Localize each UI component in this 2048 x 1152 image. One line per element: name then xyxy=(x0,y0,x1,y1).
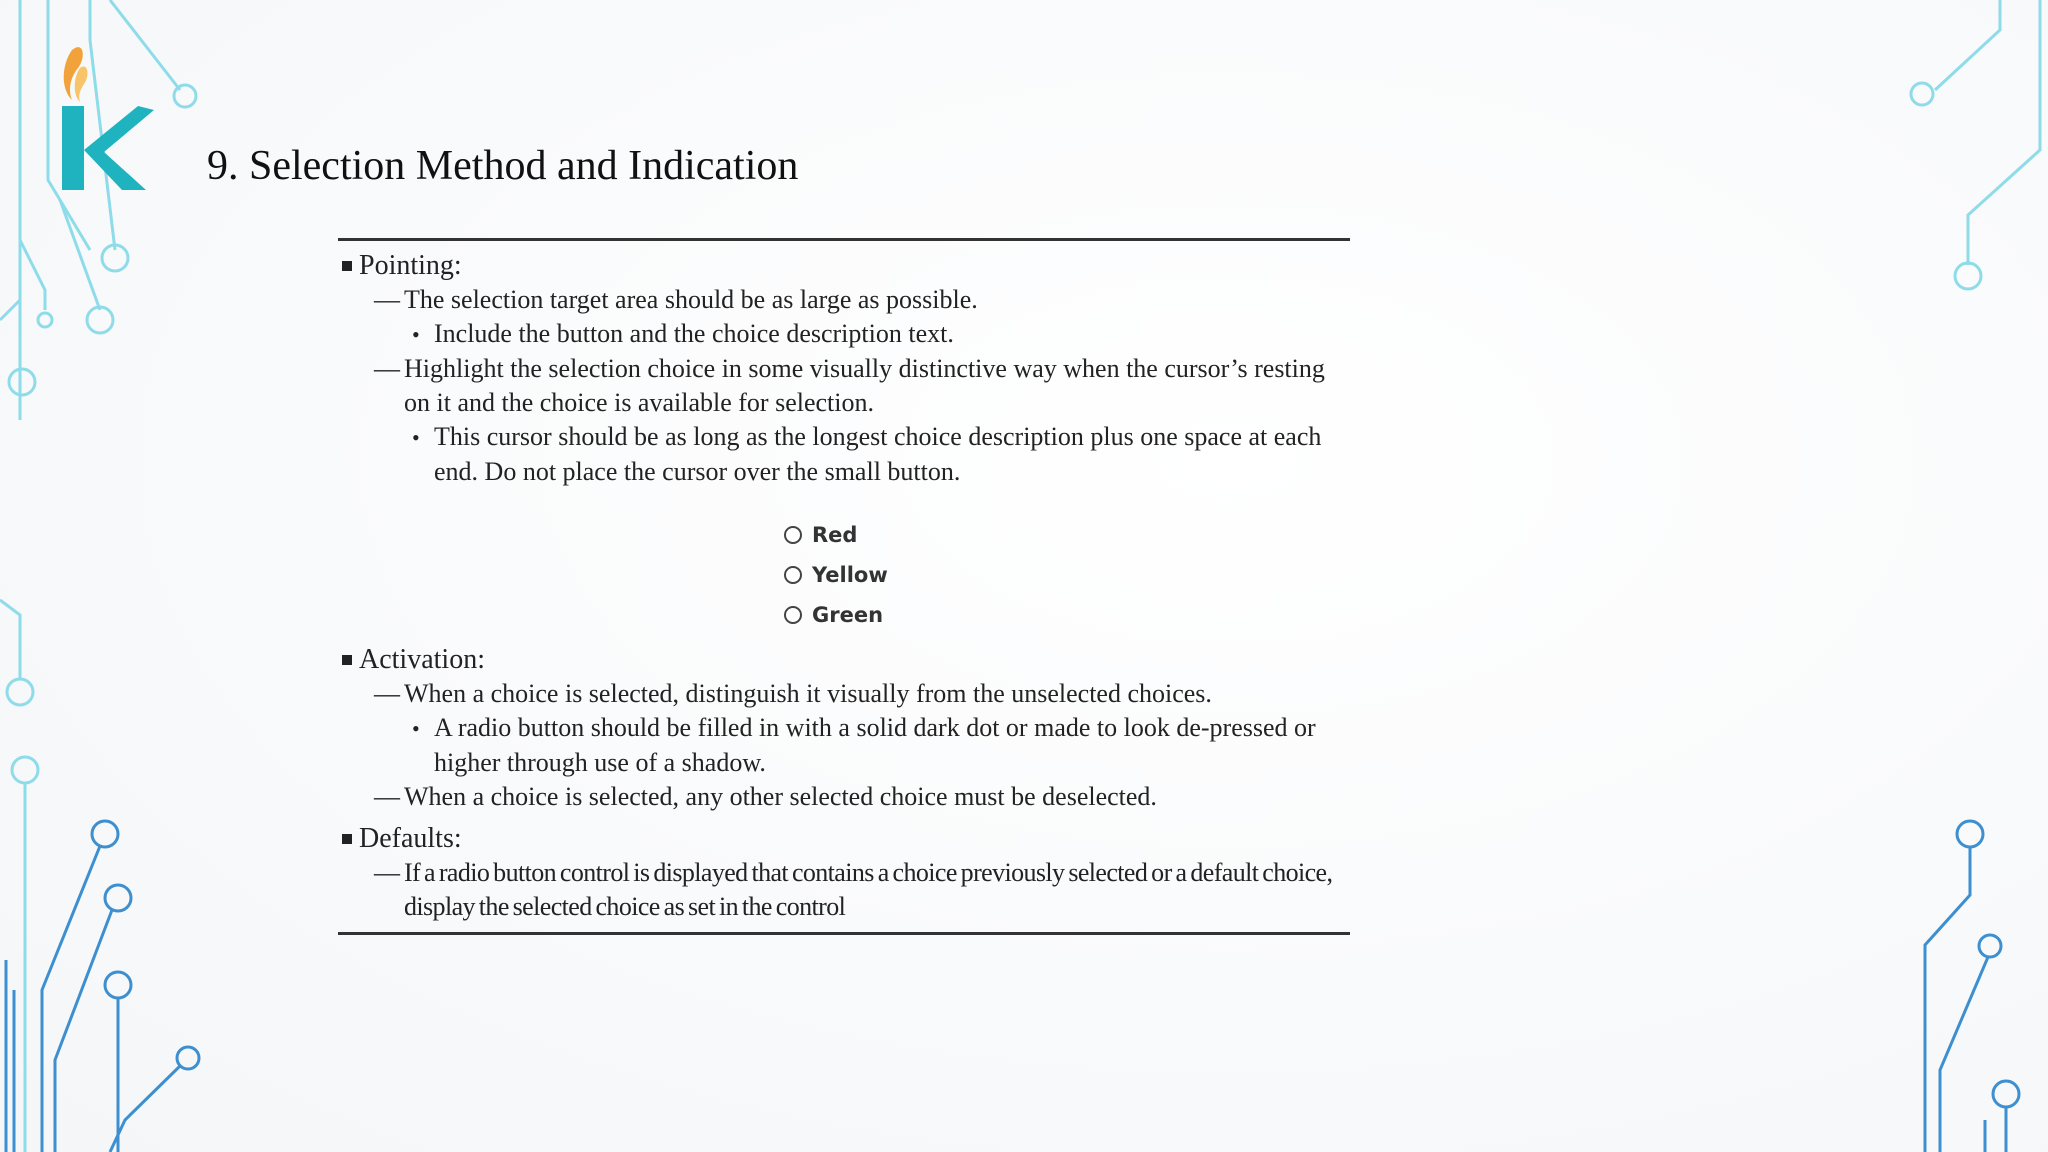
pointing-dot-1-text: Include the button and the choice description text. xyxy=(434,319,954,348)
activation-dash-1: — When a choice is selected, distinguish it visually from the unselected choices. xyxy=(374,679,1212,708)
radio-label-green: Green xyxy=(812,603,884,627)
pointing-dash-2-text: Highlight the selection choice in some visually distinctive way when the cursor’s resting on it and the choice is available for selection. xyxy=(404,354,1325,417)
bottom-divider xyxy=(338,932,1350,935)
activation-dot-1: • A radio button should be filled in with a solid dark dot or made to look de-pressed or higher through use of a shadow. xyxy=(412,713,1316,777)
radio-circle-icon[interactable] xyxy=(784,526,802,544)
pointing-dash-2: — Highlight the selection choice in some visually distinctive way when the cursor’s resting on it and the choice is available for selection. xyxy=(374,354,1325,417)
activation-heading-text: Activation: xyxy=(359,644,485,675)
pointing-dash-1: — The selection target area should be as large as possible. xyxy=(374,285,978,314)
radio-label-yellow: Yellow xyxy=(812,563,888,587)
square-bullet-icon xyxy=(342,655,352,665)
defaults-heading-text: Defaults: xyxy=(359,823,462,854)
radio-circle-icon[interactable] xyxy=(784,566,802,584)
activation-heading xyxy=(338,643,1350,677)
radio-label-red: Red xyxy=(812,523,858,547)
defaults-dash-1: — If a radio button control is displayed that contains a choice previously selected or a default choice, display the selected choice as set in the control xyxy=(374,858,1333,921)
activation-dash-1-text: When a choice is selected, distinguish it visually from the unselected choices. xyxy=(404,679,1212,708)
radio-example xyxy=(784,515,1350,635)
pointing-dash-1-text: The selection target area should be as large as possible. xyxy=(404,285,978,314)
radio-option-yellow[interactable] xyxy=(784,555,1350,595)
pointing-heading-text: Pointing: xyxy=(359,250,462,281)
radio-option-red[interactable] xyxy=(784,515,1350,555)
defaults-heading xyxy=(338,822,1350,856)
pointing-heading xyxy=(338,249,1350,283)
radio-circle-icon[interactable] xyxy=(784,606,802,624)
top-divider xyxy=(338,238,1350,241)
brand-logo xyxy=(50,40,160,200)
pointing-dot-1: • Include the button and the choice description text. xyxy=(412,319,954,348)
slide-title: 9. Selection Method and Indication xyxy=(207,143,799,189)
square-bullet-icon xyxy=(342,261,352,271)
defaults-dash-1-text: If a radio button control is displayed that contains a choice previously selected or a default choice, display the selected choice as set in the control xyxy=(404,858,1333,921)
activation-dash-2-text: When a choice is selected, any other selected choice must be deselected. xyxy=(404,782,1157,811)
activation-dash-2: — When a choice is selected, any other selected choice must be deselected. xyxy=(374,782,1157,811)
pointing-dot-2: • This cursor should be as long as the longest choice description plus one space at each end. Do not place the cursor over the small button. xyxy=(412,422,1322,486)
radio-option-green[interactable] xyxy=(784,595,1350,635)
square-bullet-icon xyxy=(342,834,352,844)
content-panel xyxy=(338,238,1350,935)
pointing-dot-2-text: This cursor should be as long as the longest choice description plus one space at each end. Do not place the cursor over the small button. xyxy=(434,422,1322,486)
activation-dot-1-text: A radio button should be filled in with a solid dark dot or made to look de-pressed or higher through use of a shadow. xyxy=(434,713,1316,777)
